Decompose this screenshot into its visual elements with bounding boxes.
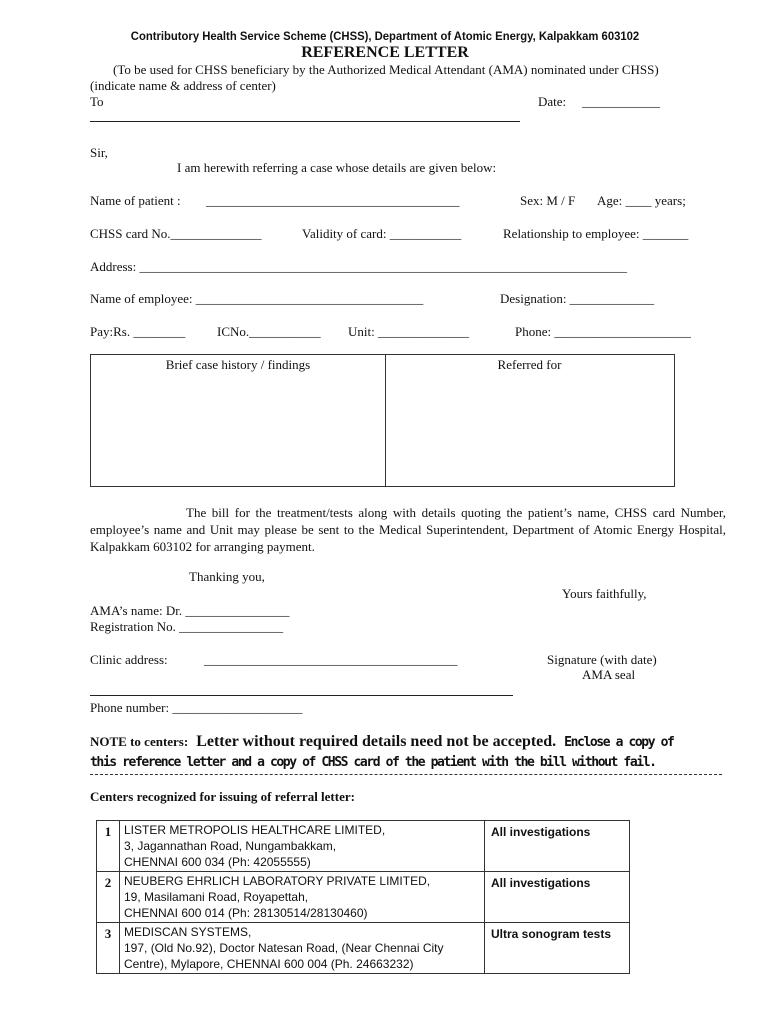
center-address: [120, 821, 485, 872]
closing-text: Yours faithfully,: [562, 586, 647, 601]
table-row: [97, 923, 630, 974]
center-address-line: CHENNAI 600 014 (Ph: 28130514/28130460): [124, 906, 368, 920]
center-address-line: CHENNAI 600 034 (Ph: 42055555): [124, 855, 311, 869]
date-field[interactable]: ____________: [582, 94, 660, 109]
clinic-address-label: Clinic address:: [90, 652, 168, 667]
chss-card-field[interactable]: CHSS card No.______________: [90, 226, 262, 241]
center-name: LISTER METROPOLIS HEALTHCARE LIMITED,: [124, 823, 386, 837]
pay-field[interactable]: Pay:Rs. ________: [90, 324, 186, 339]
card-validity-field[interactable]: Validity of card: ___________: [302, 226, 462, 241]
document-title: REFERENCE LETTER: [301, 44, 469, 61]
clinic-address-line-2[interactable]: [90, 695, 513, 696]
date-label: Date:: [538, 94, 567, 109]
icno-field[interactable]: ICNo.___________: [217, 324, 321, 339]
registration-field[interactable]: Registration No. ________________: [90, 619, 284, 634]
center-address-line: 197, (Old No.92), Doctor Natesan Road, (Near Chennai City: [124, 941, 444, 955]
center-address: [120, 872, 485, 923]
recipient-address-line[interactable]: [90, 121, 520, 122]
phone-number-field[interactable]: Phone number: ____________________: [90, 700, 303, 715]
centers-heading: Centers recognized for issuing of referral letter:: [90, 789, 355, 804]
row-number: 1: [97, 821, 120, 872]
ama-name-field[interactable]: AMA’s name: Dr. ________________: [90, 603, 290, 618]
row-number: 2: [97, 872, 120, 923]
clinic-address-field[interactable]: _______________________________________: [204, 652, 458, 667]
billing-paragraph: The bill for the treatment/tests along with details quoting the patient’s name, CHSS card Number, employee’s name and Unit may please be sent to the Medical Superintendent, Department of Atomic Energy Hospital, Kalpakkam 603102 for arranging payment.: [90, 505, 726, 554]
salutation: Sir,: [90, 145, 108, 160]
center-address-line: 3, Jagannathan Road, Nungambakkam,: [124, 839, 337, 853]
center-service: Ultra sonogram tests: [485, 923, 630, 974]
unit-field[interactable]: Unit: ______________: [348, 324, 469, 339]
patient-name-field[interactable]: _______________________________________: [206, 193, 460, 208]
patient-name-label: Name of patient :: [90, 193, 181, 208]
referred-for-heading: Referred for: [497, 357, 562, 372]
case-history-area[interactable]: [95, 377, 379, 481]
signature-label: Signature (with date): [547, 652, 657, 667]
centers-table: [96, 820, 630, 974]
center-address-line: Centre), Mylapore, CHENNAI 600 004 (Ph. 24663232): [124, 957, 414, 971]
to-label: To: [90, 94, 104, 109]
row-number: 3: [97, 923, 120, 974]
center-name: NEUBERG EHRLICH LABORATORY PRIVATE LIMITED,: [124, 874, 431, 888]
phone-field[interactable]: Phone: _____________________: [515, 324, 691, 339]
center-name: MEDISCAN SYSTEMS,: [124, 925, 252, 939]
center-address-line: 19, Masilamani Road, Royapettah,: [124, 890, 309, 904]
age-field[interactable]: Age: ____ years;: [597, 193, 686, 208]
employee-name-field[interactable]: Name of employee: ___________________________________: [90, 291, 424, 306]
note-extra-text-2: this reference letter and a copy of CHSS card of the patient with the bill without fail.: [90, 755, 656, 770]
note-label: NOTE to centers:: [90, 734, 189, 749]
dashed-separator: [90, 774, 722, 775]
center-service: All investigations: [485, 821, 630, 872]
intro-text: I am herewith referring a case whose details are given below:: [177, 160, 497, 175]
table-row: [97, 872, 630, 923]
usage-subtitle: (To be used for CHSS beneficiary by the Authorized Medical Attendant (AMA) nominated under CHSS): [113, 62, 659, 77]
organization-header: Contributory Health Service Scheme (CHSS), Department of Atomic Energy, Kalpakkam 603102: [130, 29, 640, 43]
ama-seal-label: AMA seal: [582, 667, 636, 682]
designation-field[interactable]: Designation: _____________: [500, 291, 655, 306]
sex-field[interactable]: Sex: M / F: [520, 193, 576, 208]
center-instruction: (indicate name & address of center): [90, 78, 276, 93]
case-details-box: [90, 354, 675, 487]
table-row: [97, 821, 630, 872]
referred-for-area[interactable]: [391, 377, 669, 481]
thanks-text: Thanking you,: [189, 569, 265, 584]
case-box-divider: [385, 355, 386, 486]
center-address: [120, 923, 485, 974]
note-line-1: [90, 733, 673, 751]
note-extra-text-1: Enclose a copy of: [564, 735, 674, 750]
address-field[interactable]: Address: ___________________________________________________________________________: [90, 259, 627, 274]
relationship-field[interactable]: Relationship to employee: _______: [503, 226, 689, 241]
note-main-text: Letter without required details need not be accepted.: [196, 733, 557, 750]
center-service: All investigations: [485, 872, 630, 923]
case-history-heading: Brief case history / findings: [165, 357, 311, 372]
